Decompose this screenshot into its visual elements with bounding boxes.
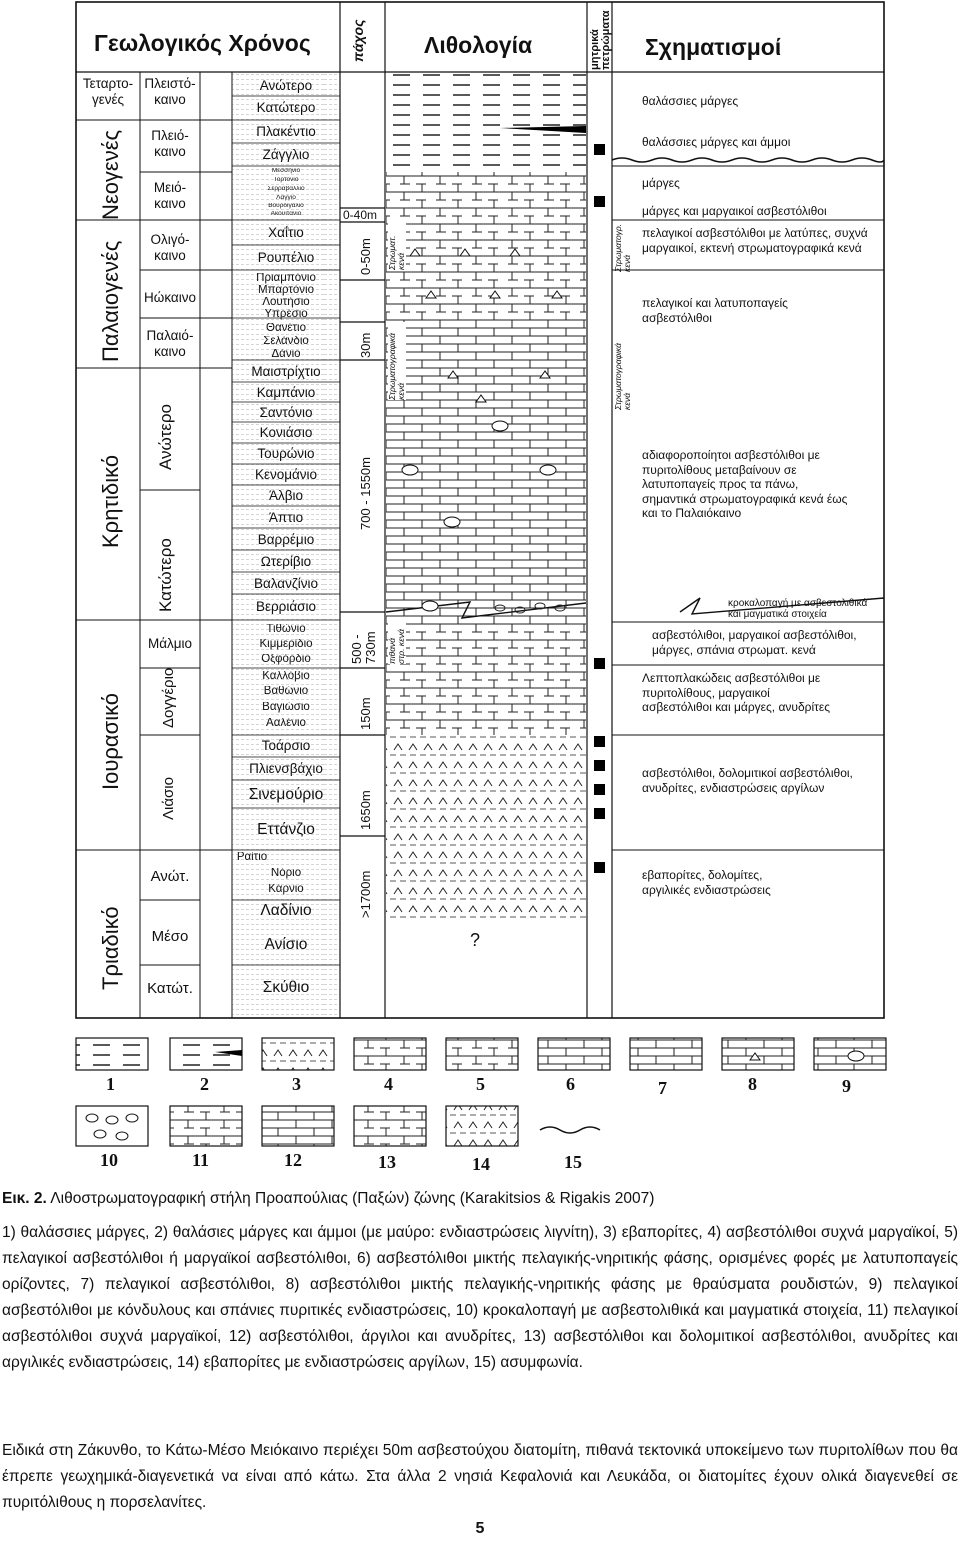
formation-label: μάργες bbox=[642, 176, 680, 190]
source-note-gap: Στρωματογρ. κενά bbox=[613, 223, 632, 272]
lith-note-gap: Στρωματ. κενά bbox=[388, 222, 406, 270]
formation-label: μάργες και μαργαικοί ασβεστόλιθοι bbox=[642, 204, 827, 218]
epoch-dogger: Δογγέριο bbox=[160, 667, 177, 728]
stage-row: Ανώτερο bbox=[259, 79, 313, 93]
header-geo-time: Γεωλογικός Χρόνος bbox=[94, 30, 311, 56]
thickness-label: 0-50m bbox=[358, 238, 373, 275]
formation-label: Λεπτοπλακώδεις ασβεστόλιθοι με πυριτολίθους, μαργαικοί ασβεστόλιθοι και μάργες, ανυδρίτες bbox=[642, 671, 831, 715]
stage-row: Πλακέντιο bbox=[256, 125, 316, 139]
lith-note-gap: Στρωματογραφικά κενά bbox=[388, 322, 406, 400]
legend-number: 12 bbox=[284, 1150, 302, 1170]
stage-row: Δάνιο bbox=[271, 349, 301, 360]
stage-row: Ρουπέλιο bbox=[257, 251, 315, 265]
stage-row: Ωτερίβιο bbox=[260, 555, 312, 569]
stage-row: Κονιάσιο bbox=[259, 426, 313, 440]
formation-label: κροκαλοπαγή με ασβεστολιθικά και μαγματικά στοιχεία bbox=[728, 598, 868, 620]
header-lithology: Λιθολογία bbox=[424, 32, 533, 58]
thickness-label: 150m bbox=[358, 697, 373, 730]
legend-number: 1 bbox=[106, 1074, 115, 1094]
thickness-label: 0-40m bbox=[343, 208, 378, 222]
stage-row: Μεσσήνιο bbox=[271, 168, 301, 174]
caption-paragraph bbox=[2, 1438, 958, 1516]
stage-row: Υπρέσιο bbox=[264, 309, 308, 320]
stage-row: Καλλόβιο bbox=[262, 671, 310, 682]
thickness-label: >1700m bbox=[358, 870, 373, 918]
stage-row: Λάγγιο bbox=[276, 195, 296, 201]
epoch-lower-triassic: Κατώτ. bbox=[147, 980, 193, 997]
stage-row: Κάρνιο bbox=[268, 884, 304, 895]
epoch-lias: Λιάσιο bbox=[160, 777, 177, 820]
legend-number: 9 bbox=[842, 1076, 851, 1096]
period-paleogene: Παλαιογενές bbox=[98, 240, 123, 362]
stage-row: Νόριο bbox=[270, 868, 302, 879]
legend-number: 5 bbox=[476, 1074, 485, 1094]
lith-question-mark: ? bbox=[470, 930, 481, 950]
stage-row: Μπαρτόνιο bbox=[257, 285, 315, 296]
legend-number: 3 bbox=[292, 1074, 301, 1094]
legend-paragraph: 1) θαλάσσιες μάργες, 2) θαλάσιες μάργες και άμμοι (με μαύρο: ενδιαστρώσεις λιγνίτη), 3) εβαπορίτες, 4) ασβεστόλιθοι συχνά μαργαϊκοί, 5) πελαγικοί ασβεστόλιθοι ή μαργαϊκοί ασβεστόλιθοι, 6) ασβεστόλιθοι μικτής πελαγικής-νηριτικής φάσης, ορισμένες φορές με λατυποπαγείς ορίζοντες, 7) πελαγικοί ασβεστόλιθοι, 8) ασβεστόλιθοι μικτής πελαγικής-νηριτικής φάσης με θραύσματα ρουδιστών, 9) πελαγικοί ασβεστόλιθοι με κόνδυλους και σπάνιες πυριτικές ενδιαστρώσεις, 10) κροκαλοπαγή με ασβεστολιθικά και μαγματικά στοιχεία, 11) πελαγικοί ασβεστόλιθοι συχνά μαργαϊκοί, 12) ασβεστόλιθοι, άργιλοι και ανυδρίτες, 13) ασβεστόλιθοι και δολομιτικοί ασβεστόλιθοι, ανυδρίτες και αργιλικές ενδιαστρώσεις, 14) εβαπορίτες με ενδιαστρώσεις αργίλων, 15) ασυμφωνία. bbox=[2, 1224, 958, 1371]
stage-row: Οξφόρδιο bbox=[261, 654, 311, 665]
stage-row: Βουρδιγάλιο bbox=[268, 203, 304, 209]
period-triassic: Τριαδικό bbox=[98, 906, 123, 990]
epoch-malm: Μάλμιο bbox=[147, 636, 193, 651]
thickness-label: 500 - 730m bbox=[349, 631, 378, 664]
stage-row: Άλβιο bbox=[268, 489, 304, 503]
epoch-lower-cretaceous: Κατώτερο bbox=[156, 538, 175, 612]
stage-row: Σερραβάλλιο bbox=[267, 186, 305, 192]
lith-note-gap: πιθανά στρ. κενά bbox=[388, 620, 406, 664]
legend-number: 11 bbox=[192, 1150, 210, 1170]
stage-row: Βαθώνιο bbox=[263, 686, 309, 697]
legend-number: 15 bbox=[564, 1152, 582, 1172]
stage-row: Τορτόνιο bbox=[273, 177, 299, 183]
caption-title-line bbox=[2, 1186, 958, 1212]
epoch-pleistocene: Πλειστό-καινο bbox=[144, 76, 196, 107]
caption-title: Λιθοστρωματογραφική στήλη Προαπούλιας (Παξών) ζώνης (Karakitsios & Rigakis 2007) bbox=[46, 1190, 655, 1207]
legend-number: 2 bbox=[200, 1074, 209, 1094]
formation-label: θαλάσσιες μάργες bbox=[642, 94, 739, 108]
legend-number: 10 bbox=[100, 1150, 118, 1170]
thickness-label: 30m bbox=[358, 332, 373, 358]
legend-number: 7 bbox=[658, 1078, 667, 1098]
stage-row: Πριαμπόνιο bbox=[256, 273, 316, 284]
stage-row: Τουρώνιο bbox=[257, 447, 315, 461]
stage-row: Ακουιτάνιο bbox=[270, 211, 302, 217]
legend-number: 6 bbox=[566, 1074, 575, 1094]
thickness-label: 1650m bbox=[358, 790, 373, 830]
stage-row: Ααλένιο bbox=[266, 718, 306, 729]
formation-label: αδιαφοροποίητοι ασβεστόλιθοι με πυριτολίθους μεταβαίνουν σε λατυποπαγείς προς τα πάνω, σημαντικά στρωματογραφικά κενά έως και το Παλαιόκαινο bbox=[642, 448, 848, 520]
legend-number: 4 bbox=[384, 1074, 393, 1094]
epoch-upper-triassic: Ανώτ. bbox=[150, 868, 190, 885]
formation-label: ασβεστόλιθοι, μαργαικοί ασβεστόλιθοι, μάργες, σπάνια στρωματ. κενά bbox=[652, 628, 857, 657]
formation-label: πελαγικοί ασβεστόλιθοι με λατύπες, συχνά μαργαικοί, εκτενή στρωματογραφικά κενά bbox=[642, 226, 868, 255]
source-note-gap: Στρωματογραφικά κενά bbox=[613, 342, 632, 410]
epoch-upper-cretaceous: Ανώτερο bbox=[156, 404, 175, 470]
stage-row: Ζάγγλιο bbox=[262, 148, 310, 162]
stage-row: Βαρρέμιο bbox=[257, 533, 315, 547]
stage-row: Σελάνδιο bbox=[263, 336, 309, 347]
stage-row: Ραίτιο bbox=[236, 852, 268, 863]
header-formations: Σχηματισμοί bbox=[645, 34, 782, 60]
header-thickness: πάχος bbox=[350, 19, 366, 62]
period-quaternary: Τεταρτο-γενές bbox=[82, 76, 134, 108]
stage-row: Χαΐτιο bbox=[268, 226, 304, 240]
epoch-middle-triassic: Μέσο bbox=[151, 928, 189, 945]
legend-number: 8 bbox=[748, 1074, 757, 1094]
epoch-oligocene: Ολιγό-καινο bbox=[150, 232, 190, 263]
stage-row: Κιμμερίδιο bbox=[259, 639, 313, 650]
formation-label: ασβεστόλιθοι, δολομιτικοί ασβεστόλιθοι, ανυδρίτες, ενδιαστρώσεις αργίλων bbox=[642, 766, 853, 795]
header-parent-rocks: μητρικά πετρώματα bbox=[589, 10, 612, 70]
figure-caption bbox=[2, 1186, 958, 1212]
period-jurassic: Ιουρασικό bbox=[98, 692, 123, 790]
stage-row: Πλιενσβάχιο bbox=[249, 762, 323, 776]
stage-row: Εττάνζιο bbox=[257, 822, 315, 838]
stage-row: Βαγιώσιο bbox=[262, 702, 310, 713]
stage-row: Βαλανζίνιο bbox=[253, 577, 319, 591]
stage-row: Κατώτερο bbox=[256, 101, 316, 115]
stage-row: Λαδίνιο bbox=[260, 903, 312, 919]
stage-row: Μαιστρίχτιο bbox=[251, 365, 321, 379]
period-cretaceous: Κρητιδικό bbox=[98, 454, 123, 548]
epoch-eocene: Ηώκαινο bbox=[144, 290, 196, 305]
formation-label: πελαγικοί και λατυποπαγείς ασβεστόλιθοι bbox=[642, 296, 788, 325]
stage-row: Σαντόνιο bbox=[259, 406, 313, 420]
legend-number: 13 bbox=[378, 1152, 396, 1172]
stage-row: Θανέτιο bbox=[266, 323, 306, 334]
stage-row: Τοάρσιο bbox=[261, 739, 311, 753]
stage-row: Ανίσιο bbox=[264, 937, 308, 953]
stage-row: Καμπάνιο bbox=[256, 386, 316, 400]
legend-number: 14 bbox=[472, 1154, 490, 1174]
page-number: 5 bbox=[475, 1520, 485, 1537]
stage-row: Τιθώνιο bbox=[266, 624, 306, 635]
stage-row: Σινεμούριο bbox=[248, 787, 324, 803]
epoch-miocene: Μειό-καινο bbox=[153, 180, 187, 211]
stage-row: Άπτιο bbox=[268, 511, 304, 525]
epoch-pliocene: Πλειό-καινο bbox=[151, 128, 189, 159]
thickness-label: 700 - 1550m bbox=[358, 457, 373, 530]
stage-row: Κενομάνιο bbox=[254, 468, 318, 482]
formation-label: θαλάσσιες μάργες και άμμοι bbox=[642, 135, 791, 149]
stage-row: Βερριάσιο bbox=[255, 600, 317, 614]
stage-row: Λουτήσιο bbox=[262, 297, 310, 308]
caption-legend-text bbox=[2, 1220, 958, 1376]
caption-label: Εικ. 2. bbox=[2, 1190, 47, 1207]
body-paragraph: Ειδικά στη Ζάκυνθο, το Κάτω-Μέσο Μειόκαινο περιέχει 50m ασβεστούχου διατομίτη, πιθανά τεκτονικά υποκείμενο των πυριτολίθων που θα έπρεπε γεωχημικά-διαγενετικά να είναι από κάτω. Στα άλλα 2 νησιά Κεφαλονιά και Λευκάδα, οι διατομίτες έχουν ολικά διαγενεθεί σε πυριτόλιθους η πορσελανίτες. bbox=[2, 1442, 958, 1511]
epoch-paleocene: Παλαιό-καινο bbox=[146, 328, 194, 359]
period-neogene: Νεογενές bbox=[98, 129, 123, 220]
stage-row: Σκύθιο bbox=[262, 980, 310, 996]
formation-label: εβαπορίτες, δολομίτες, αργιλικές ενδιαστρώσεις bbox=[642, 868, 771, 897]
